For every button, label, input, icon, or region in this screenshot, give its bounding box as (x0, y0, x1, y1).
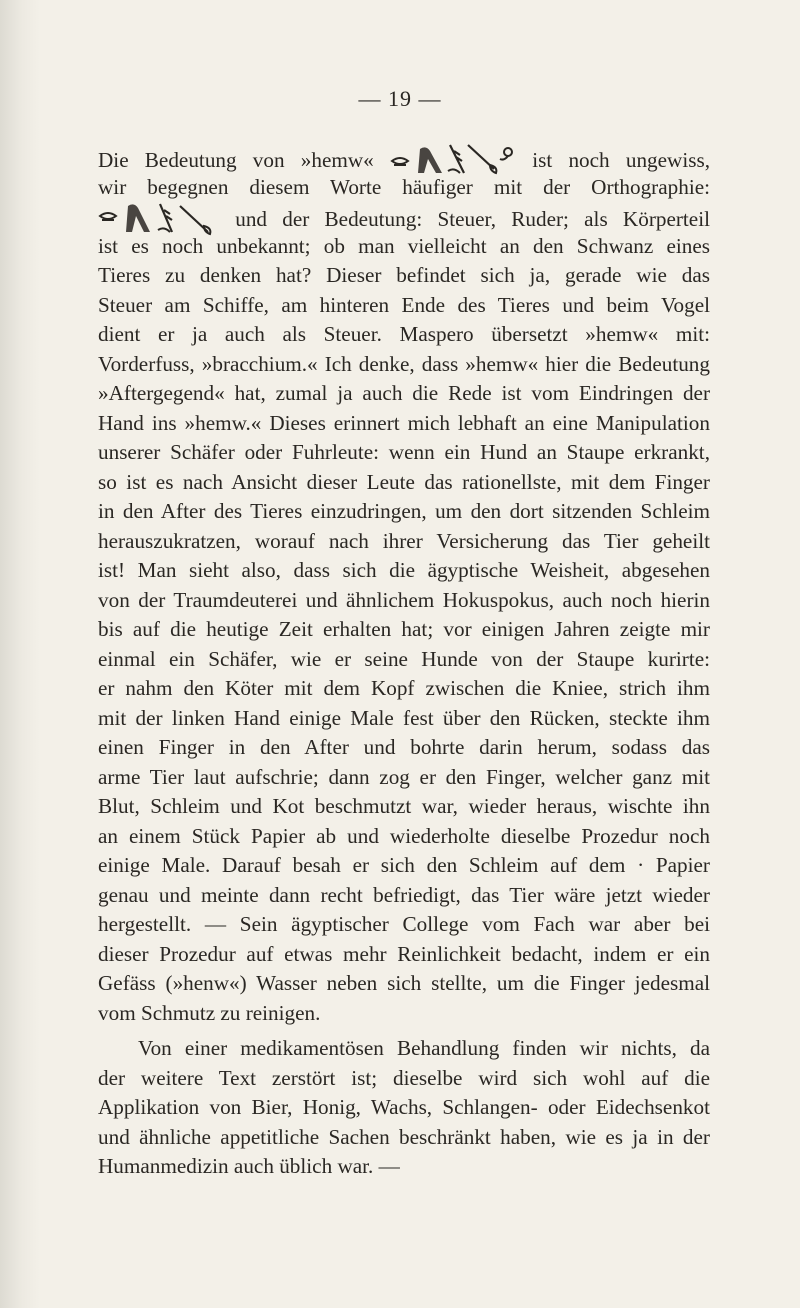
hieroglyph-hemw-spelling-1-icon (390, 143, 516, 173)
text-line: einige Male. Darauf besah er sich den Schleim auf dem · Papier (98, 853, 710, 877)
page-number: — 19 — (358, 86, 442, 111)
text-line: so ist es nach Ansicht dieser Leute das rationellste, mit dem Finger (98, 469, 710, 494)
text-line: unserer Schäfer oder Fuhrleute: wenn ein Hund an Staupe erkrankt, (98, 440, 710, 464)
text-line: von der Traumdeuterei und ähnlichem Hokuspokus, auch noch hierin (98, 587, 710, 612)
text-line: Hand ins »hemw.« Dieses erinnert mich lebhaft an eine Manipulation (98, 410, 710, 435)
text-line: der weitere Text zerstört ist; dieselbe wird sich wohl auf die (98, 1065, 710, 1090)
text-line: »Aftergegend« hat, zumal ja auch die Rede ist vom Eindringen der (98, 381, 710, 405)
text-line: an einem Stück Papier ab und wiederholte dieselbe Prozedur noch (98, 823, 710, 848)
text-line: Humanmedizin auch üblich war. — (98, 1154, 400, 1178)
text-line: wir begegnen diesem Worte häufiger mit der Orthographie: (98, 174, 710, 199)
text-line: einmal ein Schäfer, wie er seine Hunde von der Staupe kurirte: (98, 646, 710, 671)
text-line: und ähnliche appetitliche Sachen beschränkt haben, wie es ja in der (98, 1124, 710, 1149)
text-line: und der Bedeutung: Steuer, Ruder; als Körperteil (98, 202, 710, 232)
main-text (98, 143, 710, 1182)
text-line: Steuer am Schiffe, am hinteren Ende des Tieres und beim Vogel (98, 292, 710, 317)
text-line: Die Bedeutung von »hemw« ist noch ungewiss, (98, 143, 710, 173)
text-line: Vorderfuss, »bracchium.« Ich denke, dass »hemw« hier die Bedeutung (98, 351, 710, 376)
hieroglyph-hemw-spelling-2-icon (98, 202, 220, 232)
text-line: herauszukratzen, worauf nach ihrer Versicherung das Tier geheilt (98, 528, 710, 553)
text-line: ist! Man sieht also, dass sich die ägyptische Weisheit, abgesehen (98, 558, 710, 582)
text-line: Von einer medikamentösen Behandlung finden wir nichts, da (138, 1036, 710, 1060)
text-line: genau und meinte dann recht befriedigt, das Tier wäre jetzt wieder (98, 882, 710, 907)
text-line: dieser Prozedur auf etwas mehr Reinlichkeit bedacht, indem er ein (98, 941, 710, 966)
text-line: bis auf die heutige Zeit erhalten hat; vor einigen Jahren zeigte mir (98, 617, 710, 641)
text-line: Gefäss (»henw«) Wasser neben sich stellte, um die Finger jedesmal (98, 971, 710, 995)
text-line: dient er ja auch als Steuer. Maspero übersetzt »hemw« mit: (98, 322, 710, 346)
text-line: Applikation von Bier, Honig, Wachs, Schlangen- oder Eidechsenkot (98, 1095, 710, 1119)
text-line: hergestellt. — Sein ägyptischer College vom Fach war aber bei (98, 912, 710, 936)
text-line: einen Finger in den After und bohrte darin herum, sodass das (98, 735, 710, 759)
text-line: Tieres zu denken hat? Dieser befindet sich ja, gerade wie das (98, 263, 710, 287)
text-line: mit der linken Hand einige Male fest über den Rücken, steckte ihm (98, 705, 710, 730)
text-line: vom Schmutz zu reinigen. (98, 1000, 321, 1025)
text-line: ist es noch unbekannt; ob man vielleicht an den Schwanz eines (98, 233, 710, 258)
text-line: er nahm den Köter mit dem Kopf zwischen die Kniee, strich ihm (98, 676, 710, 700)
text-line: Blut, Schleim und Kot beschmutzt war, wieder heraus, wischte ihn (98, 794, 710, 818)
text-line: arme Tier laut aufschrie; dann zog er den Finger, welcher ganz mit (98, 764, 710, 789)
text-line: in den After des Tieres einzudringen, um den dort sitzenden Schleim (98, 499, 710, 523)
